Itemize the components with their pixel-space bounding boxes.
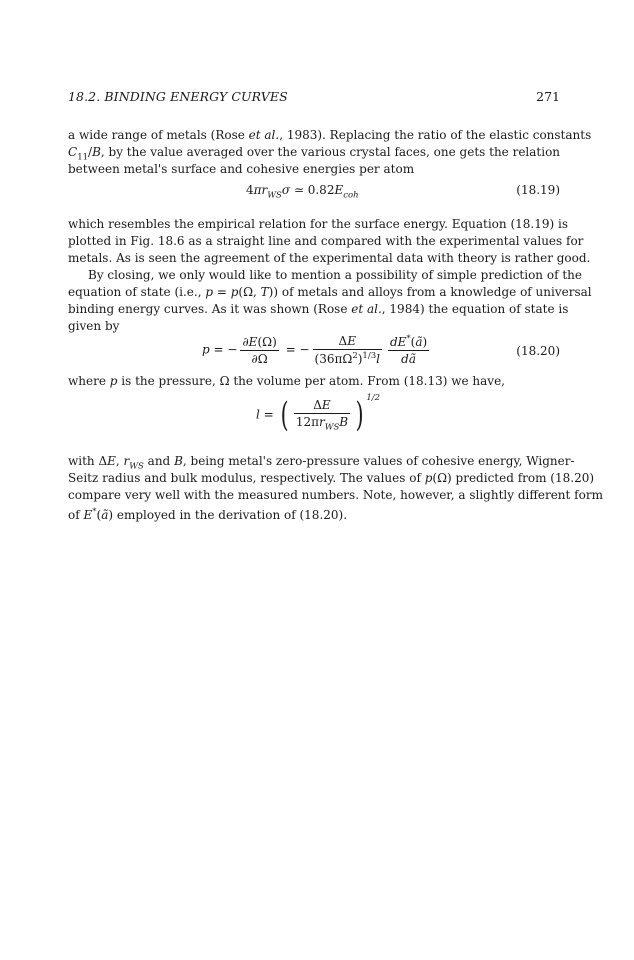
equation-body: $4\pi r_{WS}\sigma$ ≃ $0.82E_{coh}$ [246, 183, 359, 201]
text-line: which resembles the empirical relation for the surface energy. Equation (18.19) is [68, 217, 568, 231]
text-line: equation of state (i.e., p = p(Ω, T)) of metals and alloys from a knowledge of universal [68, 285, 592, 299]
text-line: compare very well with the measured numbers. Note, however, a slightly different form [68, 488, 603, 502]
equation-body: p = − $\frac{\partial E(\Omega)}{\partial\Omega}$ = − $\frac{\Delta E}{(36\pi\Omega^2)^{1/3}l}$ $\frac{dE^*(ã)}{dã}$ [202, 334, 428, 366]
equation-18-20 [68, 334, 560, 370]
text-line: plotted in Fig. 18.6 as a straight line and compared with the experimental values for [68, 234, 584, 248]
running-header [68, 89, 560, 105]
equation-l [68, 392, 560, 446]
text-line: $C_{11}/B$, by the value averaged over the various crystal faces, one gets the relation [68, 145, 561, 163]
equation-number: (18.19) [516, 183, 560, 197]
paragraph-1 [68, 127, 592, 178]
section-title: 18.2. BINDING ENERGY CURVES [68, 89, 288, 104]
text-line: given by [68, 319, 120, 333]
text-line: between metal's surface and cohesive energies per atom [68, 162, 415, 176]
text-line: By closing, we only would like to mention a possibility of simple prediction of the [88, 268, 582, 282]
text-line: of E*(ã) employed in the derivation of (18.20). [68, 507, 348, 522]
text-line: with ΔE, $r_{WS}$ and B, being metal's zero-pressure values of cohesive energy, Wigner- [68, 454, 575, 472]
text-line: metals. As is seen the agreement of the experimental data with theory is rather good. [68, 251, 591, 265]
paragraph-3 [68, 373, 560, 390]
equation-body: l = ( $\frac{\Delta E}{12\pi r_{WS}B}$ ) $^{1/2}$ [256, 392, 381, 436]
text-line: binding energy curves. As it was shown (Rose et al., 1984) the equation of state is [68, 302, 569, 316]
equation-18-19 [68, 183, 560, 203]
paragraph-4 [68, 453, 603, 522]
text-line: Seitz radius and bulk modulus, respectively. The values of p(Ω) predicted from (18.20) [68, 471, 595, 485]
text-line: a wide range of metals (Rose et al., 1983). Replacing the ratio of the elastic constants [68, 128, 592, 142]
page-number: 271 [536, 89, 560, 104]
text-line: where p is the pressure, Ω the volume per atom. From (18.13) we have, [68, 374, 505, 388]
paragraph-2 [68, 216, 592, 335]
equation-number: (18.20) [516, 344, 560, 358]
